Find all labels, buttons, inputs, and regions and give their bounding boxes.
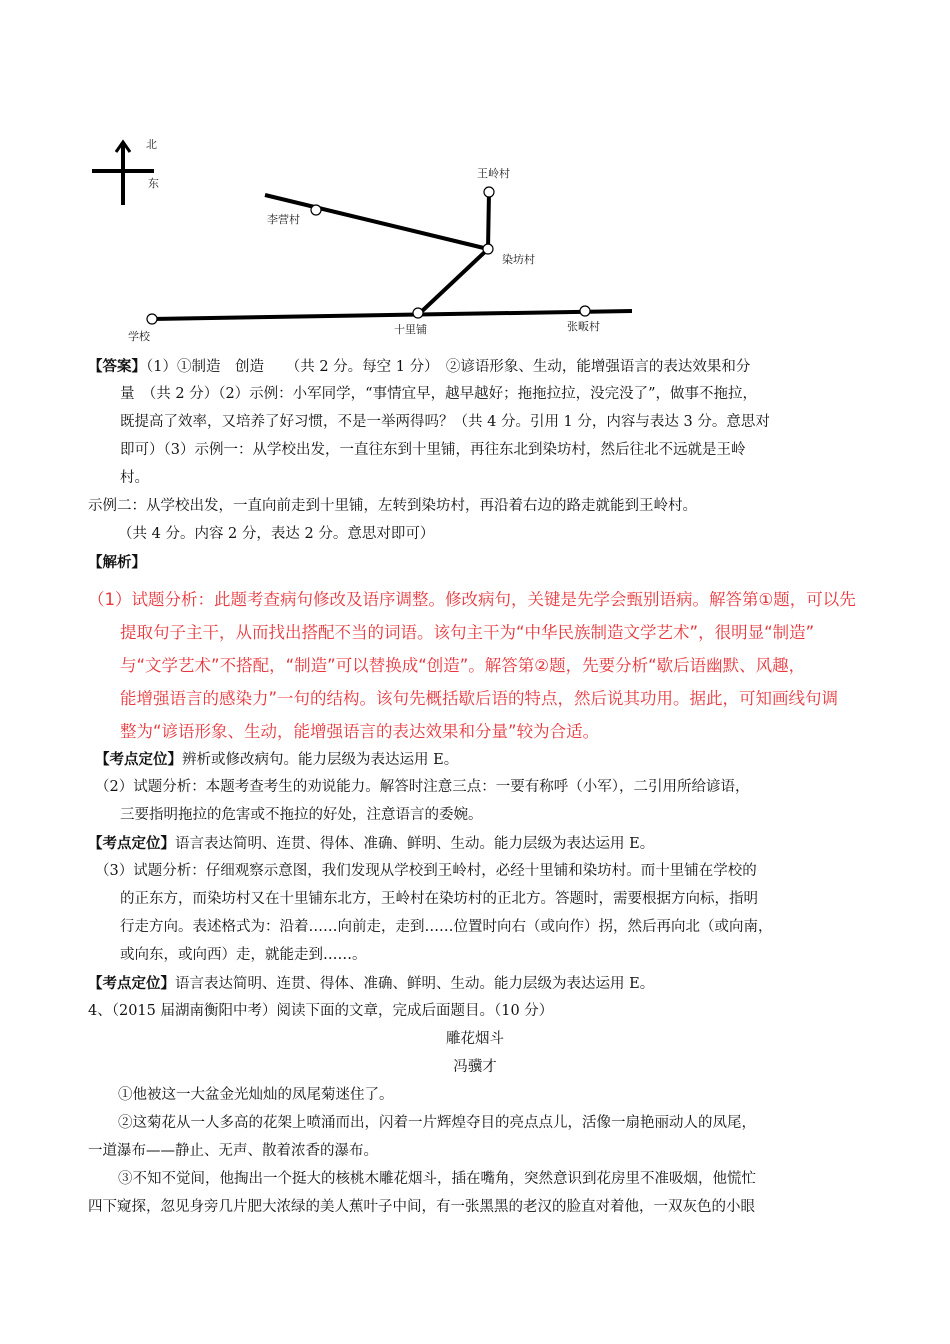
- analysis-label: 【解析】: [88, 554, 146, 571]
- node-shiripu: [413, 308, 423, 318]
- road-ranfang-shiripu: [420, 249, 488, 313]
- answer-line4: 即可）（3）示例一：从学校出发，一直往东到十里铺，再往东北到染坊村，然后往北不远就是王岭: [120, 442, 746, 458]
- node-school: [147, 314, 157, 324]
- label-shiripu: 十里铺: [394, 323, 427, 336]
- node-zhangfan: [580, 306, 590, 316]
- label-liying: 李营村: [267, 213, 300, 226]
- kaodian-2: 【考点定位】语言表达简明、连贯、得体、准确、鲜明、生动。能力层级为表达运用 E。: [88, 835, 655, 852]
- article-para1: ①他被这一大盆金光灿灿的凤尾菊迷住了。: [118, 1087, 394, 1103]
- analysis-p3-line2: 的正东方，而染坊村又在十里铺东北方，王岭村在染坊村的正北方。答题时，需要根据方向标，指明: [120, 891, 758, 907]
- label-zhangfan: 张畈村: [567, 320, 600, 333]
- answer-example2: 示例二：从学校出发，一直向前走到十里铺，左转到染坊村，再沿着右边的路走就能到王岭村。: [88, 498, 697, 514]
- analysis-red-line3: 与“文学艺术”不搭配，“制造”可以替换成“创造”。解答第②题，先要分析“歇后语幽默、风趣，: [120, 656, 806, 675]
- question4-intro: 4、（2015 届湖南衡阳中考）阅读下面的文章，完成后面题目。（10 分）: [88, 1003, 554, 1019]
- analysis-red-line1: （1）试题分析：此题考查病句修改及语序调整。修改病句，关键是先学会甄别语病。解答第①题，可以先: [88, 590, 856, 609]
- analysis-p3-line1: （3）试题分析：仔细观察示意图，我们发现从学校到王岭村，必经十里铺和染坊村。而十里铺在学校的: [95, 863, 757, 879]
- analysis-red-line4: 能增强语言的感染力”一句的结构。该句先概括歇后语的特点，然后说其功用。据此，可知画线句调: [120, 689, 839, 708]
- road-wangling-ranfang: [488, 192, 489, 249]
- node-liying: [311, 205, 321, 215]
- compass-north-label: 北: [146, 138, 157, 151]
- article-para2-line2: 一道瀑布——静止、无声、散着浓香的瀑布。: [88, 1143, 378, 1159]
- label-ranfang: 染坊村: [502, 253, 535, 266]
- article-para3-line2: 四下窥探，忽见身旁几片肥大浓绿的美人蕉叶子中间，有一张黑黑的老汉的脸直对着他，一双灰色的小眼: [88, 1199, 755, 1215]
- road-school-zhangfan: [152, 311, 632, 319]
- answer-line5: 村。: [120, 470, 149, 486]
- label-school: 学校: [128, 330, 150, 343]
- node-wangling: [484, 187, 494, 197]
- answer-line1: [88, 354, 750, 380]
- answer-example2-score: （共 4 分。内容 2 分，表达 2 分。意思对即可）: [118, 526, 435, 542]
- analysis-p2-line1: （2）试题分析：本题考查考生的劝说能力。解答时注意三点：一要有称呼（小军），二引用所给谚语，: [95, 779, 750, 795]
- kaodian-1: 【考点定位】辨析或修改病句。能力层级为表达运用 E。: [95, 751, 459, 768]
- kaodian-3: 【考点定位】语言表达简明、连贯、得体、准确、鲜明、生动。能力层级为表达运用 E。: [88, 975, 655, 992]
- analysis-red-line5: 整为“谚语形象、生动，能增强语言的表达效果和分量”较为合适。: [120, 722, 600, 741]
- label-wangling: 王岭村: [477, 167, 510, 180]
- answer-text-1: （1）①制造 创造 （共 2 分。每空 1 分） ②谚语形象、生动，能增强语言的表达效果和分: [146, 359, 751, 375]
- article-para2-line1: ②这菊花从一人多高的花架上喷涌而出，闪着一片辉煌夺目的亮点点儿，活像一扇艳丽动人的凤尾，: [118, 1115, 756, 1131]
- analysis-p2-line2: 三要指明拖拉的危害或不拖拉的好处，注意语言的委婉。: [120, 807, 483, 823]
- compass-east-label: 东: [148, 177, 159, 190]
- analysis-red-line2: 提取句子主干，从而找出搭配不当的词语。该句主干为“中华民族制造文学艺术”，很明显“制造”: [120, 623, 815, 642]
- article-author: 冯骥才: [453, 1059, 497, 1075]
- node-ranfang: [483, 244, 493, 254]
- route-map: [80, 120, 660, 350]
- article-title: 雕花烟斗: [446, 1031, 504, 1047]
- article-para3-line1: ③不知不觉间，他掏出一个挺大的核桃木雕花烟斗，插在嘴角，突然意识到花房里不准吸烟，他慌忙: [118, 1171, 756, 1187]
- answer-line2: 量 （共 2 分）（2）示例：小军同学，“事情宜早，越早越好；拖拖拉拉，没完没了”，做事不拖拉，: [120, 386, 757, 402]
- answer-line3: 既提高了效率，又培养了好习惯，不是一举两得吗？（共 4 分。引用 1 分，内容与表达 3 分。意思对: [120, 414, 770, 430]
- analysis-p3-line3: 行走方向。表述格式为：沿着……向前走，走到……位置时向右（或向作）拐，然后再向北（或向南，: [120, 919, 773, 935]
- analysis-p3-line4: 或向东，或向西）走，就能走到……。: [120, 947, 367, 963]
- answer-label: 【答案】: [88, 358, 146, 375]
